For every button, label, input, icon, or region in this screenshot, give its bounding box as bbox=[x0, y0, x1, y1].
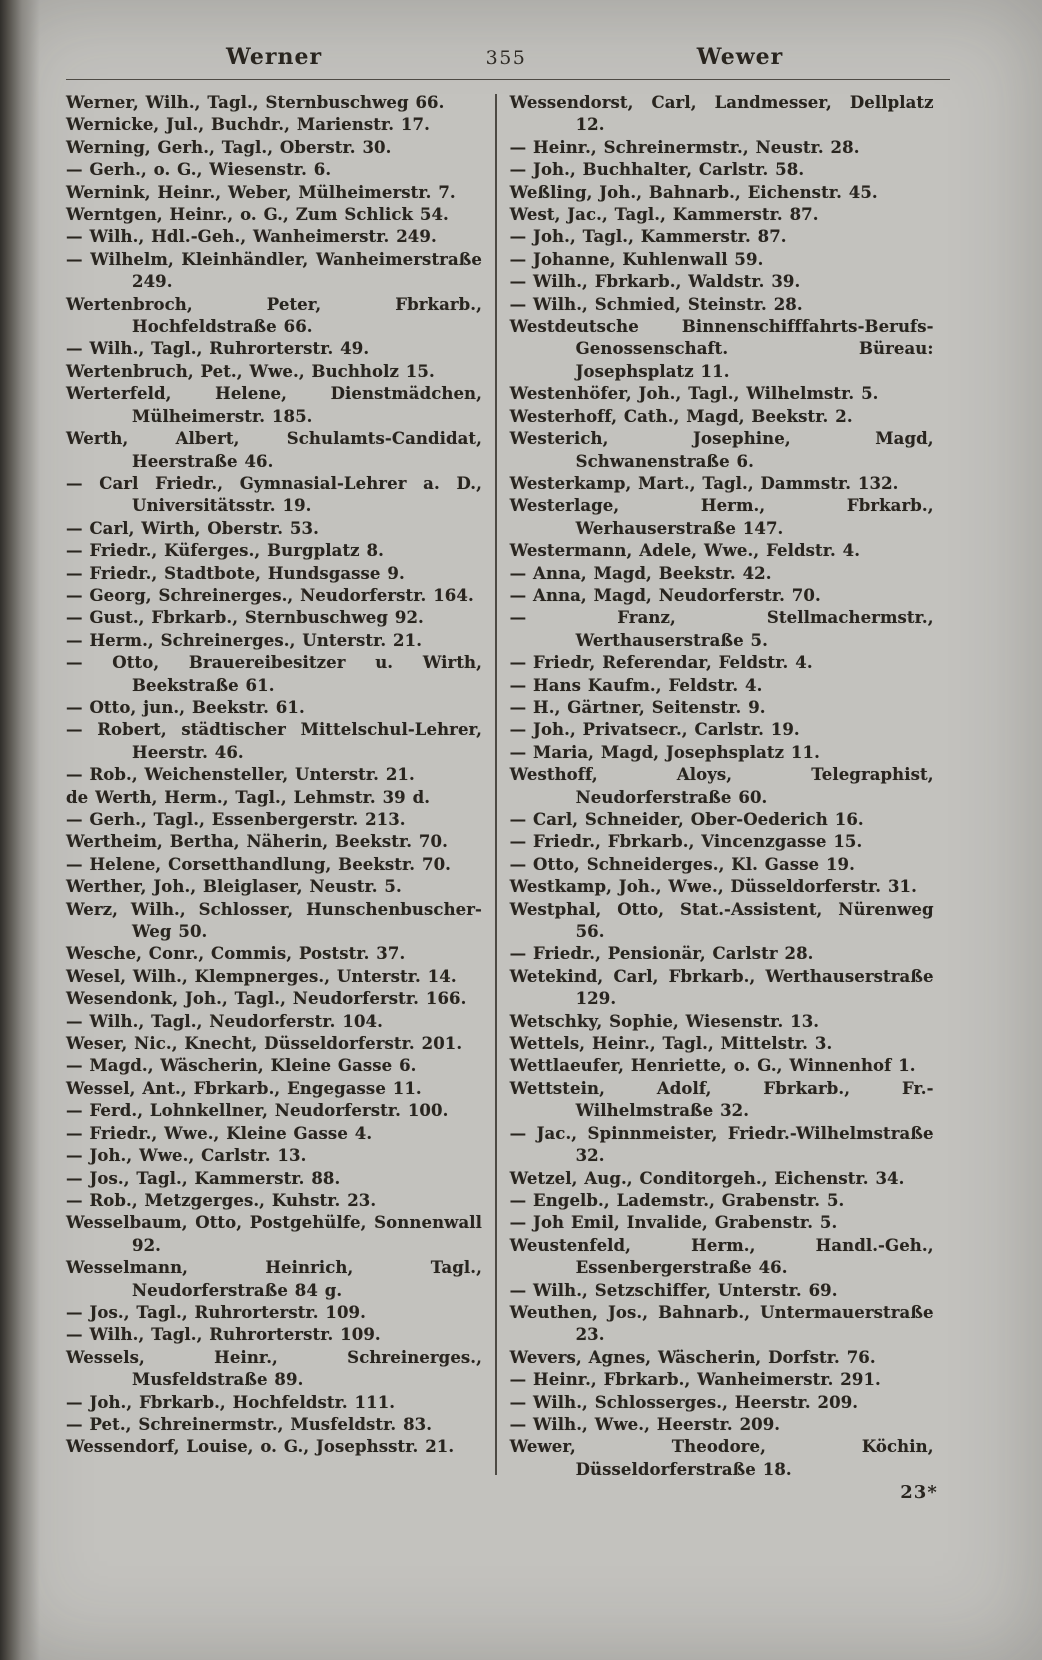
column-right bbox=[510, 92, 934, 1481]
directory-entry: — Joh., Buchhalter, Carlstr. 58. bbox=[509, 160, 805, 180]
directory-entry: — Heinr., Fbrkarb., Wanheimerstr. 291. bbox=[509, 1370, 881, 1390]
directory-entry: — Hans Kaufm., Feldstr. 4. bbox=[509, 675, 763, 695]
directory-entry: — Friedr., Pensionär, Carlstr 28. bbox=[509, 944, 814, 964]
directory-entry: — Helene, Corsetthandlung, Beekstr. 70. bbox=[66, 854, 452, 874]
page-content bbox=[66, 44, 950, 1481]
directory-entry: — Joh., Tagl., Kammerstr. 87. bbox=[509, 227, 787, 247]
directory-entry: — Otto, Schneiderges., Kl. Gasse 19. bbox=[509, 854, 855, 874]
directory-entry: Wesselbaum, Otto, Postgehülfe, Sonnenwall 92. bbox=[66, 1213, 482, 1255]
directory-entry: — Friedr., Wwe., Kleine Gasse 4. bbox=[66, 1123, 373, 1143]
directory-entry: — Wilh., Schmied, Steinstr. 28. bbox=[509, 294, 803, 314]
directory-entry: Werz, Wilh., Schlosser, Hunschenbuscher-Weg 50. bbox=[66, 899, 482, 942]
column-left bbox=[66, 92, 482, 1481]
directory-entry: — Wilh., Hdl.-Geh., Wanheimerstr. 249. bbox=[66, 227, 437, 247]
directory-entry: — Gerh., Tagl., Essenbergerstr. 213. bbox=[66, 810, 406, 829]
directory-entry: — Pet., Schreinermstr., Musfeldstr. 83. bbox=[66, 1414, 433, 1434]
directory-entry: — Wilh., Tagl., Neudorferstr. 104. bbox=[66, 1011, 383, 1031]
directory-entry: — Gust., Fbrkarb., Sternbuschweg 92. bbox=[66, 608, 424, 628]
directory-columns bbox=[66, 92, 950, 1481]
running-head-left: Werner bbox=[225, 44, 323, 70]
directory-entry: Westerlage, Herm., Fbrkarb., Werhauserstraße 147. bbox=[509, 496, 934, 538]
directory-entry: Wesendonk, Joh., Tagl., Neudorferstr. 166. bbox=[66, 989, 467, 1009]
directory-entry: Westphal, Otto, Stat.-Assistent, Nürenweg 56. bbox=[509, 899, 934, 942]
directory-entry: Werner, Wilh., Tagl., Sternbuschweg 66. bbox=[66, 93, 445, 112]
directory-entry: — Wilh., Tagl., Ruhrorterstr. 109. bbox=[66, 1325, 381, 1345]
directory-entry: Wessels, Heinr., Schreinerges., Musfeldstraße 89. bbox=[66, 1347, 482, 1390]
directory-entry: — Ferd., Lohnkellner, Neudorferstr. 100. bbox=[66, 1101, 449, 1121]
directory-entry: — Jac., Spinnmeister, Friedr.-Wilhelmstraße 32. bbox=[509, 1123, 934, 1166]
directory-entry: — Jos., Tagl., Kammerstr. 88. bbox=[66, 1168, 341, 1188]
directory-entry: — Wilh., Wwe., Heerstr. 209. bbox=[509, 1414, 781, 1434]
directory-entry: — Otto, Brauereibesitzer u. Wirth, Beekstraße 61. bbox=[66, 653, 482, 695]
book-binding-shadow bbox=[0, 0, 40, 1660]
directory-entry: — Rob., Metzgerges., Kuhstr. 23. bbox=[66, 1190, 377, 1210]
directory-entry: — Engelb., Lademstr., Grabenstr. 5. bbox=[509, 1190, 845, 1210]
directory-entry: — Carl, Schneider, Ober-Oederich 16. bbox=[509, 810, 864, 829]
directory-entry: Weser, Nic., Knecht, Düsseldorferstr. 201. bbox=[66, 1034, 463, 1054]
directory-entry: Weßling, Joh., Bahnarb., Eichenstr. 45. bbox=[509, 182, 878, 202]
directory-entry: — Georg, Schreinerges., Neudorferstr. 164. bbox=[66, 585, 474, 605]
signature-mark: 23* bbox=[900, 1482, 938, 1503]
directory-entry: — Friedr., Fbrkarb., Vincenzgasse 15. bbox=[509, 832, 863, 852]
directory-entry: Wetzel, Aug., Conditorgeh., Eichenstr. 34. bbox=[509, 1168, 905, 1188]
directory-entry: Westenhöfer, Joh., Tagl., Wilhelmstr. 5. bbox=[509, 384, 879, 404]
directory-entry: — Joh Emil, Invalide, Grabenstr. 5. bbox=[509, 1213, 838, 1233]
directory-entry: — Joh., Fbrkarb., Hochfeldstr. 111. bbox=[66, 1392, 396, 1412]
directory-entry: Westerkamp, Mart., Tagl., Dammstr. 132. bbox=[509, 473, 899, 493]
directory-entry: — Robert, städtischer Mittelschul-Lehrer, Heerstr. 46. bbox=[66, 720, 482, 762]
directory-entry: Westkamp, Joh., Wwe., Düsseldorferstr. 31. bbox=[509, 877, 917, 897]
directory-entry: de Werth, Herm., Tagl., Lehmstr. 39 d. bbox=[66, 787, 431, 807]
directory-entry: — Friedr, Referendar, Feldstr. 4. bbox=[509, 653, 813, 673]
directory-entry: — Anna, Magd, Neudorferstr. 70. bbox=[509, 585, 821, 605]
directory-entry: Werther, Joh., Bleiglaser, Neustr. 5. bbox=[66, 877, 402, 897]
directory-entry: — Wilhelm, Kleinhändler, Wanheimerstraße 249. bbox=[66, 249, 482, 292]
directory-entry: — Friedr., Küferges., Burgplatz 8. bbox=[66, 541, 384, 561]
directory-entry: Wessendorst, Carl, Landmesser, Dellplatz 12. bbox=[509, 93, 934, 135]
directory-entry: Wertenbruch, Pet., Wwe., Buchholz 15. bbox=[66, 361, 435, 381]
directory-entry: — Maria, Magd, Josephsplatz 11. bbox=[509, 742, 820, 762]
directory-entry: — Jos., Tagl., Ruhrorterstr. 109. bbox=[66, 1302, 366, 1322]
directory-entry: — Gerh., o. G., Wiesenstr. 6. bbox=[66, 160, 332, 180]
directory-entry: — Carl Friedr., Gymnasial-Lehrer a. D., Universitätsstr. 19. bbox=[66, 473, 482, 516]
directory-entry: Westermann, Adele, Wwe., Feldstr. 4. bbox=[509, 541, 861, 561]
directory-entry: — Herm., Schreinerges., Unterstr. 21. bbox=[66, 630, 423, 650]
page-number: 355 bbox=[485, 47, 527, 69]
directory-entry: — Wilh., Fbrkarb., Waldstr. 39. bbox=[509, 272, 801, 292]
directory-entry: Wesche, Conr., Commis, Poststr. 37. bbox=[66, 944, 406, 964]
directory-entry: Wetekind, Carl, Fbrkarb., Werthauserstraße 129. bbox=[509, 966, 934, 1009]
directory-entry: Westerich, Josephine, Magd, Schwanenstraße 6. bbox=[509, 429, 934, 471]
directory-entry: Wetschky, Sophie, Wiesenstr. 13. bbox=[509, 1011, 820, 1031]
directory-entry: Wernicke, Jul., Buchdr., Marienstr. 17. bbox=[66, 115, 430, 135]
directory-entry: — Rob., Weichensteller, Unterstr. 21. bbox=[66, 765, 415, 785]
directory-entry: — Magd., Wäscherin, Kleine Gasse 6. bbox=[66, 1056, 417, 1076]
directory-entry: Wertenbroch, Peter, Fbrkarb., Hochfeldstraße 66. bbox=[66, 294, 482, 337]
directory-entry: Wettlaeufer, Henriette, o. G., Winnenhof 1. bbox=[509, 1056, 916, 1076]
directory-entry: — Johanne, Kuhlenwall 59. bbox=[509, 249, 764, 269]
directory-entry: Weustenfeld, Herm., Handl.-Geh., Essenbergerstraße 46. bbox=[509, 1235, 934, 1278]
directory-entry: Weuthen, Jos., Bahnarb., Untermauerstraße 23. bbox=[509, 1302, 934, 1345]
directory-entry: — Anna, Magd, Beekstr. 42. bbox=[509, 563, 772, 583]
directory-entry: Wettels, Heinr., Tagl., Mittelstr. 3. bbox=[509, 1034, 833, 1054]
running-head-right: Wewer bbox=[696, 44, 784, 70]
directory-entry: — Carl, Wirth, Oberstr. 53. bbox=[66, 518, 319, 538]
directory-entry: Werterfeld, Helene, Dienstmädchen, Mülheimerstr. 185. bbox=[66, 384, 482, 426]
directory-entry: — Wilh., Tagl., Ruhrorterstr. 49. bbox=[66, 339, 370, 359]
directory-entry: Werning, Gerh., Tagl., Oberstr. 30. bbox=[66, 137, 392, 157]
directory-entry: — Wilh., Setzschiffer, Unterstr. 69. bbox=[509, 1280, 838, 1300]
running-head bbox=[66, 44, 950, 70]
directory-entry: — Heinr., Schreinermstr., Neustr. 28. bbox=[509, 137, 860, 157]
directory-entry: Wernink, Heinr., Weber, Mülheimerstr. 7. bbox=[66, 182, 456, 202]
column-divider bbox=[495, 94, 497, 1475]
directory-entry: — Otto, jun., Beekstr. 61. bbox=[66, 697, 305, 717]
directory-entry: Wesselmann, Heinrich, Tagl., Neudorferstraße 84 g. bbox=[66, 1258, 482, 1300]
directory-entry: Westhoff, Aloys, Telegraphist, Neudorferstraße 60. bbox=[509, 765, 934, 807]
directory-entry: — Joh., Privatsecr., Carlstr. 19. bbox=[509, 720, 800, 740]
directory-entry: Wertheim, Bertha, Näherin, Beekstr. 70. bbox=[66, 832, 448, 852]
directory-entry: Wewer, Theodore, Köchin, Düsseldorferstraße 18. bbox=[509, 1437, 934, 1479]
directory-entry: Wessel, Ant., Fbrkarb., Engegasse 11. bbox=[66, 1078, 422, 1098]
directory-entry: Wesel, Wilh., Klempnerges., Unterstr. 14. bbox=[66, 966, 457, 986]
directory-entry: Werth, Albert, Schulamts-Candidat, Heerstraße 46. bbox=[66, 429, 482, 471]
directory-entry: — Friedr., Stadtbote, Hundsgasse 9. bbox=[66, 563, 405, 583]
directory-entry: Werntgen, Heinr., o. G., Zum Schlick 54. bbox=[66, 205, 449, 225]
directory-entry: West, Jac., Tagl., Kammerstr. 87. bbox=[509, 205, 819, 225]
directory-entry: Wevers, Agnes, Wäscherin, Dorfstr. 76. bbox=[509, 1347, 876, 1367]
directory-entry: Westdeutsche Binnenschifffahrts-Berufs-Genossenschaft. Büreau: Josephsplatz 11. bbox=[509, 317, 934, 381]
directory-entry: — Franz, Stellmachermstr., Werthauserstraße 5. bbox=[509, 608, 934, 650]
directory-entry: — H., Gärtner, Seitenstr. 9. bbox=[509, 697, 766, 717]
directory-entry: Westerhoff, Cath., Magd, Beekstr. 2. bbox=[509, 406, 853, 426]
directory-entry: Wettstein, Adolf, Fbrkarb., Fr.-Wilhelmstraße 32. bbox=[509, 1078, 934, 1121]
directory-entry: — Joh., Wwe., Carlstr. 13. bbox=[66, 1146, 307, 1166]
directory-entry: — Wilh., Schlosserges., Heerstr. 209. bbox=[509, 1392, 859, 1412]
header-rule bbox=[66, 79, 950, 80]
directory-entry: Wessendorf, Louise, o. G., Josephsstr. 21. bbox=[66, 1437, 455, 1457]
